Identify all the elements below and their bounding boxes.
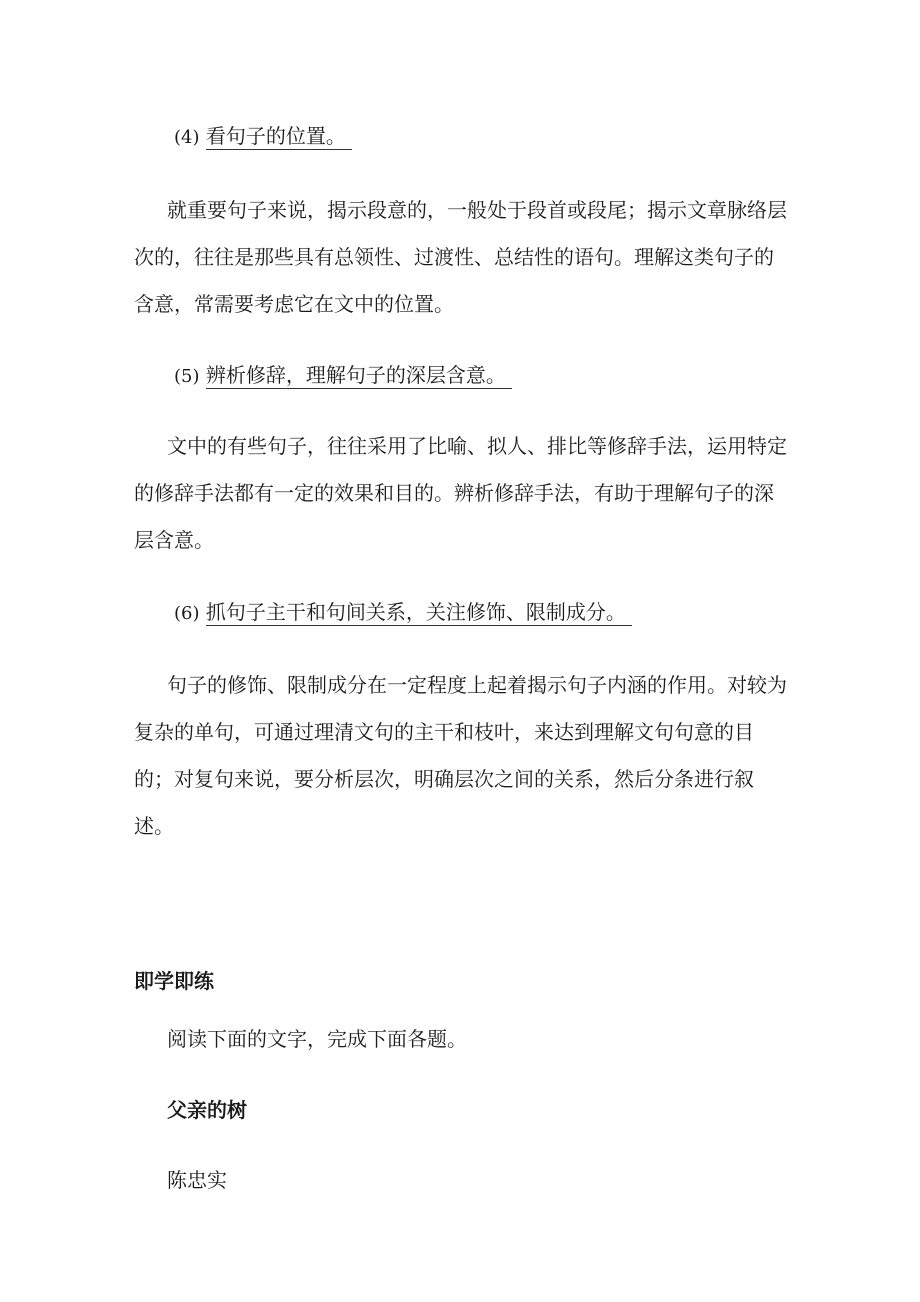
section-heading-4 [174, 123, 352, 151]
paragraph-line: 复杂的单句，可通过理清文句的主干和枝叶，来达到理解文句句意的目 [134, 720, 754, 744]
paragraph-line: 层含意。 [134, 528, 214, 552]
paragraph-line: 的修辞手法都有一定的效果和目的。辨析修辞手法，有助于理解句子的深 [134, 481, 774, 505]
article-title: 父亲的树 [167, 1098, 247, 1122]
section-heading-5 [174, 362, 512, 390]
paragraph-line: 次的，往往是那些具有总领性、过渡性、总结性的语句。理解这类句子的 [134, 245, 774, 269]
section-number: (6) [174, 603, 200, 624]
section-paragraph-5 [134, 423, 794, 564]
section-paragraph-4 [134, 187, 794, 328]
section-heading-text: 辨析修辞，理解句子的深层含意。 [206, 363, 512, 389]
paragraph-line: 的；对复句来说，要分析层次，明确层次之间的关系，然后分条进行叙 [134, 767, 754, 791]
practice-title: 即学即练 [134, 969, 214, 993]
paragraph-line: 就重要句子来说，揭示段意的，一般处于段首或段尾；揭示文章脉络层 [167, 198, 787, 222]
paragraph-line: 含意，常需要考虑它在文中的位置。 [134, 292, 454, 316]
section-heading-text: 抓句子主干和句间关系，关注修饰、限制成分。 [206, 600, 632, 626]
practice-instruction: 阅读下面的文字，完成下面各题。 [167, 1027, 467, 1051]
paragraph-line: 句子的修饰、限制成分在一定程度上起着揭示句子内涵的作用。对较为 [167, 673, 787, 697]
section-heading-6 [174, 599, 632, 627]
section-heading-text: 看句子的位置。 [206, 124, 352, 150]
section-number: (4) [174, 127, 200, 148]
section-paragraph-6 [134, 662, 794, 850]
paragraph-line: 文中的有些句子，往往采用了比喻、拟人、排比等修辞手法，运用特定 [167, 434, 787, 458]
paragraph-line: 述。 [134, 814, 174, 838]
section-number: (5) [174, 366, 200, 387]
article-author: 陈忠实 [167, 1168, 227, 1192]
